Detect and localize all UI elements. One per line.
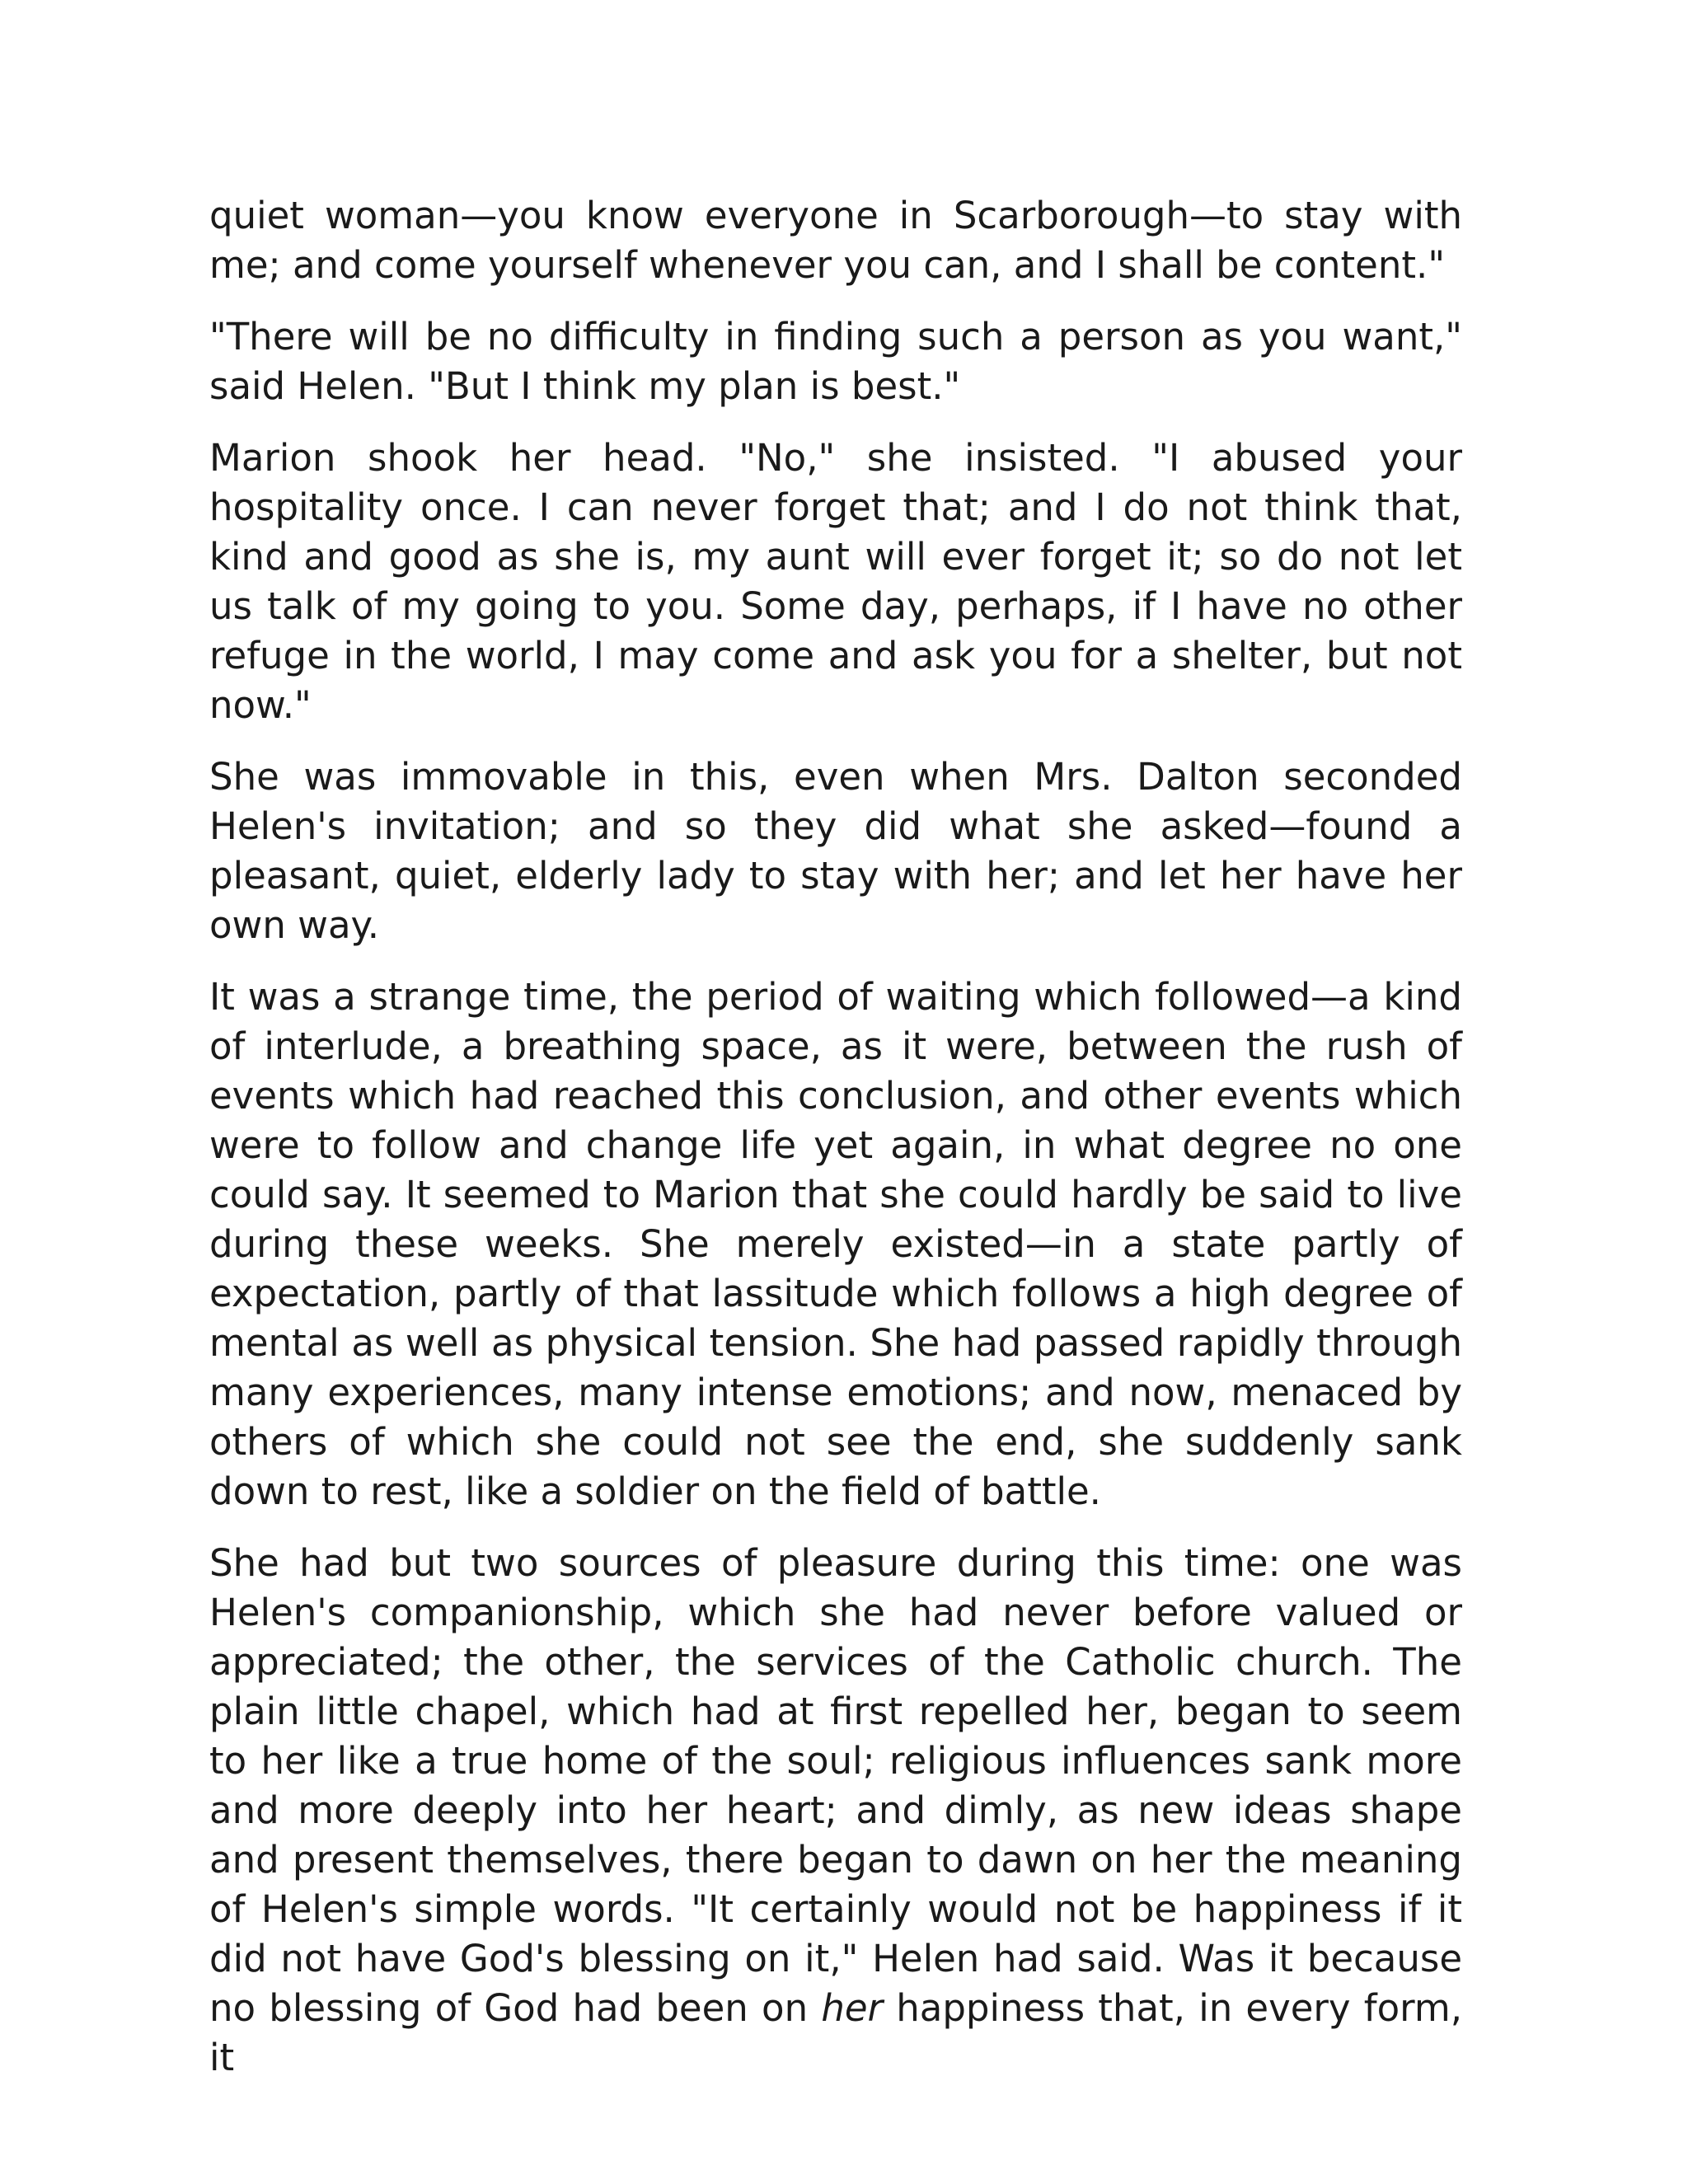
book-page (209, 191, 1462, 2105)
paragraph-1: quiet woman—you know everyone in Scarborough—to stay with me; and come yourself whenever you can, and I shall be content." (209, 194, 1462, 287)
paragraph-3: Marion shook her head. "No," she insisted. "I abused your hospitality once. I can never forget that; and I do not think that, kind and good as she is, my aunt will ever forget it; so do not let us talk of my going to you. Some day, perhaps, if I have no other refuge in the world, I may come and ask you for a shelter, but not now." (209, 436, 1462, 727)
paragraph-6 (209, 1539, 1462, 2083)
paragraph-6-text-before: She had but two sources of pleasure during this time: one was Helen's companionship, which she had never before valued or appreciated; the other, the services of the Catholic church. The plain little chapel, which had at first repelled her, began to seem to her like a true home of the soul; religious influences sank more and more deeply into her heart; and dimly, as new ideas shape and present themselves, there began to dawn on her the meaning of Helen's simple words. "It certainly would not be happiness if it did not have God's blessing on it," Helen had said. Was it because no blessing of God had been on (209, 1541, 1462, 2030)
paragraph-5: It was a strange time, the period of waiting which followed—a kind of interlude, a breathing space, as it were, between the rush of events which had reached this conclusion, and other events which were to follow and change life yet again, in what degree no one could say. It seemed to Marion that she could hardly be said to live during these weeks. She merely existed—in a state partly of expectation, partly of that lassitude which follows a high degree of mental as well as physical tension. She had passed rapidly through many experiences, many intense emotions; and now, menaced by others of which she could not see the end, she suddenly sank down to rest, like a soldier on the field of battle. (209, 975, 1462, 1513)
paragraph-4: She was immovable in this, even when Mrs. Dalton seconded Helen's invitation; and so they did what she asked—found a pleasant, quiet, elderly lady to stay with her; and let her have her own way. (209, 755, 1462, 947)
paragraph-2: "There will be no difficulty in finding such a person as you want," said Helen. "But I think my plan is best." (209, 315, 1462, 408)
paragraph-6-emphasis: her (821, 1986, 884, 2030)
paragraph-6-text-after: happiness that, in every form, it (209, 1986, 1463, 2079)
